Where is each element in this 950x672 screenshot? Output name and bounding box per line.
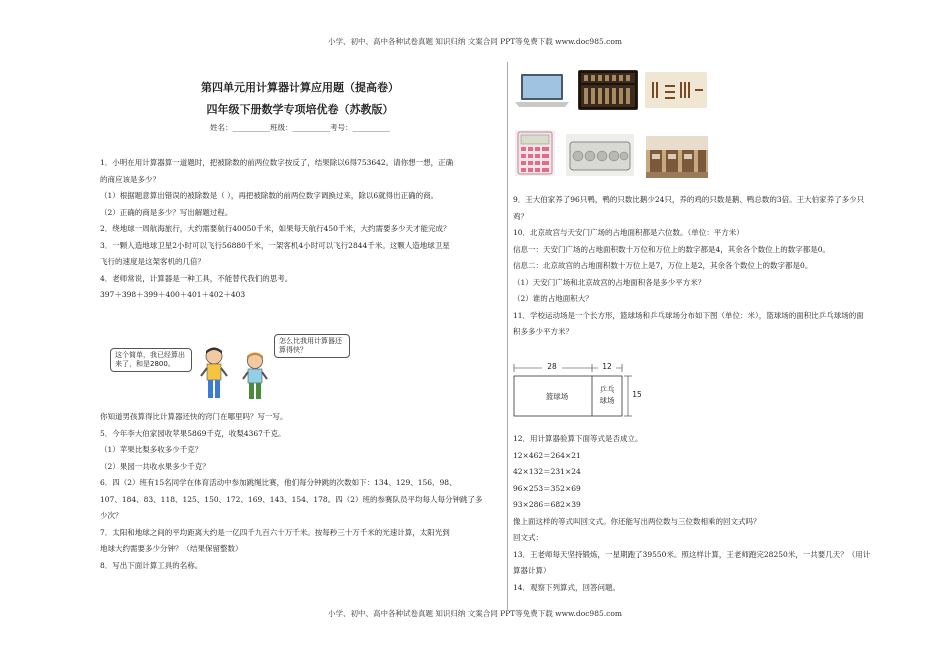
right-questions-b	[513, 431, 923, 596]
text-line: （2）正确的商是多少？写出解题过程。	[100, 207, 233, 217]
boy-figure-right	[242, 352, 268, 404]
text-line: 93×286＝682×39	[513, 500, 581, 509]
calculator-image	[515, 130, 555, 176]
text-line: 3．一颗人造地球卫星2小时可以飞行56880千米，一架客机4小时可以飞行2844千米。这颗人造地球卫星	[100, 240, 450, 250]
text-line: 5．今年李大伯家园收苹果5869千克，收梨4367千克。	[100, 428, 286, 438]
text-line: 107、184、83、118、125、150、172、169、143、154、178。四（2）班的参赛队员平均每人每分钟跳了多	[100, 494, 483, 504]
text-line: 算器计算）	[513, 566, 551, 575]
text-line: 信息二：北京故宫的占地面积数十万位上是7，万位上是2，其余各个数位上的数字都是0。	[513, 261, 813, 270]
text-line: 12×462＝264×21	[513, 450, 581, 460]
text-line: 13．王老师每天坚持锻炼，一星期跑了39550米。照这样计算，王老师跑完28250米，一共要几天？（用计	[513, 549, 871, 559]
text-line: 信息一：天安门广场的占地面积数十万位和万位上的数字都是4，其余各个数位上的数字都是0。	[513, 244, 831, 254]
text-line: 1．小明在用计算器算一道题时，把被除数的前两位数字按反了，结果除以6得753642。请你想一想，正确	[100, 158, 454, 167]
column-divider	[507, 62, 508, 610]
text-line: 14．观察下列算式，回答问题。	[513, 582, 621, 592]
left-questions-a	[100, 155, 500, 304]
text-line: （1）根据题意算出错误的被除数是（ ），再把被除数的前两位数字调换过来，除以6就得出正确的商。	[100, 191, 439, 200]
cartoon-illustration	[110, 338, 360, 403]
text-line: 9．王大伯家养了96只鸭，鸭的只数比鹅少24只，养的鸡的只数是鹅、鸭总数的3倍。王大伯家养了多少只	[513, 195, 865, 204]
dim-15-label: 15	[632, 390, 642, 399]
text-line: 你知道男孩算得比计算器还快的窍门在哪里吗？写一写。	[100, 412, 288, 421]
computer-room-image	[646, 136, 708, 178]
speech-bubble-left: 这个简单，我已经算出来了，和是2800。	[110, 348, 192, 372]
text-line: 4．老师常说，计算器是一种工具，不能替代我们的思考。	[100, 273, 293, 283]
sports-field-diagram	[512, 362, 652, 422]
text-line: 42×132＝231×24	[513, 467, 581, 476]
speech-bubble-right: 怎么比我用计算器还算得快？	[274, 334, 350, 358]
text-line: 12．用计算器验算下面等式是否成立。	[513, 434, 643, 443]
abacus-image	[578, 70, 638, 110]
text-line: 96×253＝352×69	[513, 483, 581, 493]
boy-figure-left	[200, 346, 228, 404]
text-line: 的商应该是多少？	[100, 174, 160, 184]
text-line: 7．太阳和地球之间的平均距离大约是一亿四千九百六十万千米。按每秒三十万千米的光速计算，太阳光到	[100, 527, 450, 537]
page-header: 小学、初中、高中各种试卷真题 知识归纳 文案合同 PPT等免费下载 www.doc985.com	[328, 37, 622, 46]
exam-subtitle: 四年级下册数学专项培优卷（苏教版）	[206, 103, 394, 116]
text-line: （2）谁的占地面积大？	[513, 294, 593, 303]
text-line: 鸡？	[513, 211, 528, 221]
text-line: 11．学校运动场是一个长方形，篮球场和乒乓球场分布如下图（单位：米），篮球场的面积比乒乓球场的面	[513, 310, 864, 320]
counting-rods-image	[645, 72, 707, 108]
pingpong-court-label-1: 乒乓	[599, 385, 615, 394]
left-questions-b	[100, 409, 500, 574]
text-line: 少次？	[100, 511, 123, 520]
page-footer: 小学、初中、高中各种试卷真题 知识归纳 文案合同 PPT等免费下载 www.doc985.com	[328, 609, 622, 618]
text-line: 6．四（2）班有15名同学在体育活动中参加跳绳比赛，他们每分钟跳的次数如下：134、129、156、98、	[100, 478, 457, 487]
laptop-image	[513, 72, 571, 108]
text-line: （2）果园一共收水果多少千克？	[100, 461, 210, 471]
text-line: 2．绕地球一周航海旅行，大约需要航行40050千米，如果每天航行450千米，大约需要多少天才能完成？	[100, 224, 451, 233]
text-line: 像上面这样的等式叫回文式。你还能写出两位数与三位数相乘的回文式吗？	[513, 516, 761, 526]
pingpong-court-label-2: 球场	[599, 396, 615, 405]
dim-28-label: 28	[542, 362, 562, 371]
text-line: 地球大约需要多少分钟？（结果保留整数）	[100, 544, 243, 553]
text-line: 10．北京故宫与天安门广场的占地面积都是六位数。（单位：平方米）	[513, 228, 744, 237]
right-questions-a	[513, 192, 923, 341]
mechanical-calculator-image	[566, 134, 634, 176]
exam-title: 第四单元用计算器计算应用题（提高卷）	[201, 81, 399, 94]
basketball-court-label: 篮球场	[545, 392, 569, 401]
text-line: 397＋398＋399＋400＋401＋402＋403	[100, 290, 246, 299]
text-line: 8．写出下面计算工具的名称。	[100, 560, 203, 570]
text-line: （1）天安门广场和北京故宫的占地面积各是多少平方米？	[513, 277, 706, 287]
dim-12-label: 12	[598, 362, 616, 371]
text-line: 回文式：	[513, 533, 543, 542]
student-info: 姓名：__________班级：__________考号：__________	[210, 123, 390, 132]
text-line: （1）苹果比梨多收多少千克？	[100, 445, 203, 454]
text-line: 飞行的速度是这架客机的几倍？	[100, 257, 205, 266]
text-line: 积多多少平方米？	[513, 327, 573, 336]
